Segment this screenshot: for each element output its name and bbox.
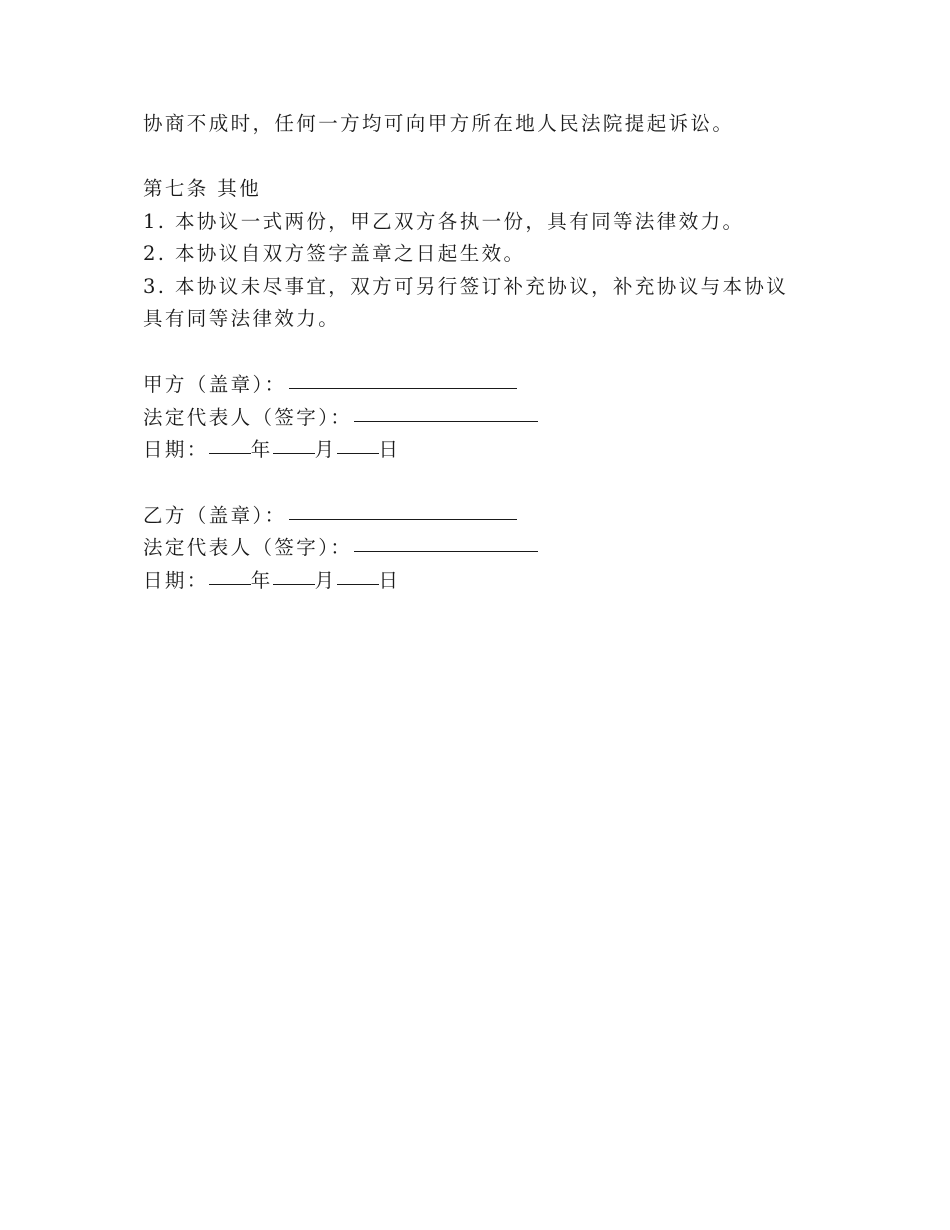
party-b-seal-blank[interactable]: [289, 497, 517, 520]
party-a-seal-blank[interactable]: [289, 366, 517, 389]
dispute-clause-line: 协商不成时，任何一方均可向甲方所在地人民法院提起诉讼。: [143, 112, 735, 135]
paragraph-spacer: [143, 336, 823, 369]
party-a-year-blank[interactable]: [209, 431, 251, 454]
party-b-month-label: 月: [314, 568, 337, 592]
party-b-day-blank[interactable]: [337, 562, 379, 585]
party-a-date-label: 日期：: [143, 438, 209, 461]
party-b-date-label: 日期：: [143, 568, 209, 592]
party-b-year-blank[interactable]: [209, 562, 251, 585]
party-b-date-row: [143, 564, 823, 597]
party-a-date-row: [143, 433, 823, 466]
party-a-day-blank[interactable]: [337, 431, 379, 454]
party-b-rep-signature-blank[interactable]: [354, 529, 538, 552]
party-a-day-label: 日: [378, 438, 401, 461]
party-b-year-label: 年: [250, 568, 273, 592]
party-a-rep-signature-blank[interactable]: [354, 399, 538, 422]
article-seven-item-1: 1. 本协议一式两份，甲乙双方各执一份，具有同等法律效力。: [143, 209, 745, 233]
paragraph-spacer: [143, 141, 823, 174]
signature-spacer: [143, 466, 823, 499]
party-a-rep-row: [143, 401, 823, 434]
party-a-rep-label: 法定代表人（签字）：: [143, 405, 353, 429]
party-a-year-label: 年: [250, 438, 273, 461]
party-b-month-blank[interactable]: [273, 562, 315, 585]
party-b-seal-row: [143, 499, 823, 532]
party-b-rep-row: [143, 531, 823, 564]
party-a-seal-row: [143, 368, 823, 401]
article-seven-heading: 第七条 其他: [143, 177, 262, 200]
party-b-day-label: 日: [378, 568, 401, 592]
article-seven-item-2: 2. 本协议自双方签字盖章之日起生效。: [143, 242, 526, 265]
party-b-seal-label: 乙方（盖章）：: [143, 503, 287, 527]
document-body: [143, 108, 823, 596]
party-a-seal-label: 甲方（盖章）：: [143, 373, 287, 396]
party-a-month-blank[interactable]: [273, 431, 315, 454]
article-seven-item-3: 3. 本协议未尽事宜，双方可另行签订补充协议，补充协议与本协议具有同等法律效力。: [143, 274, 789, 330]
party-b-rep-label: 法定代表人（签字）：: [143, 536, 353, 559]
party-a-month-label: 月: [314, 438, 337, 461]
